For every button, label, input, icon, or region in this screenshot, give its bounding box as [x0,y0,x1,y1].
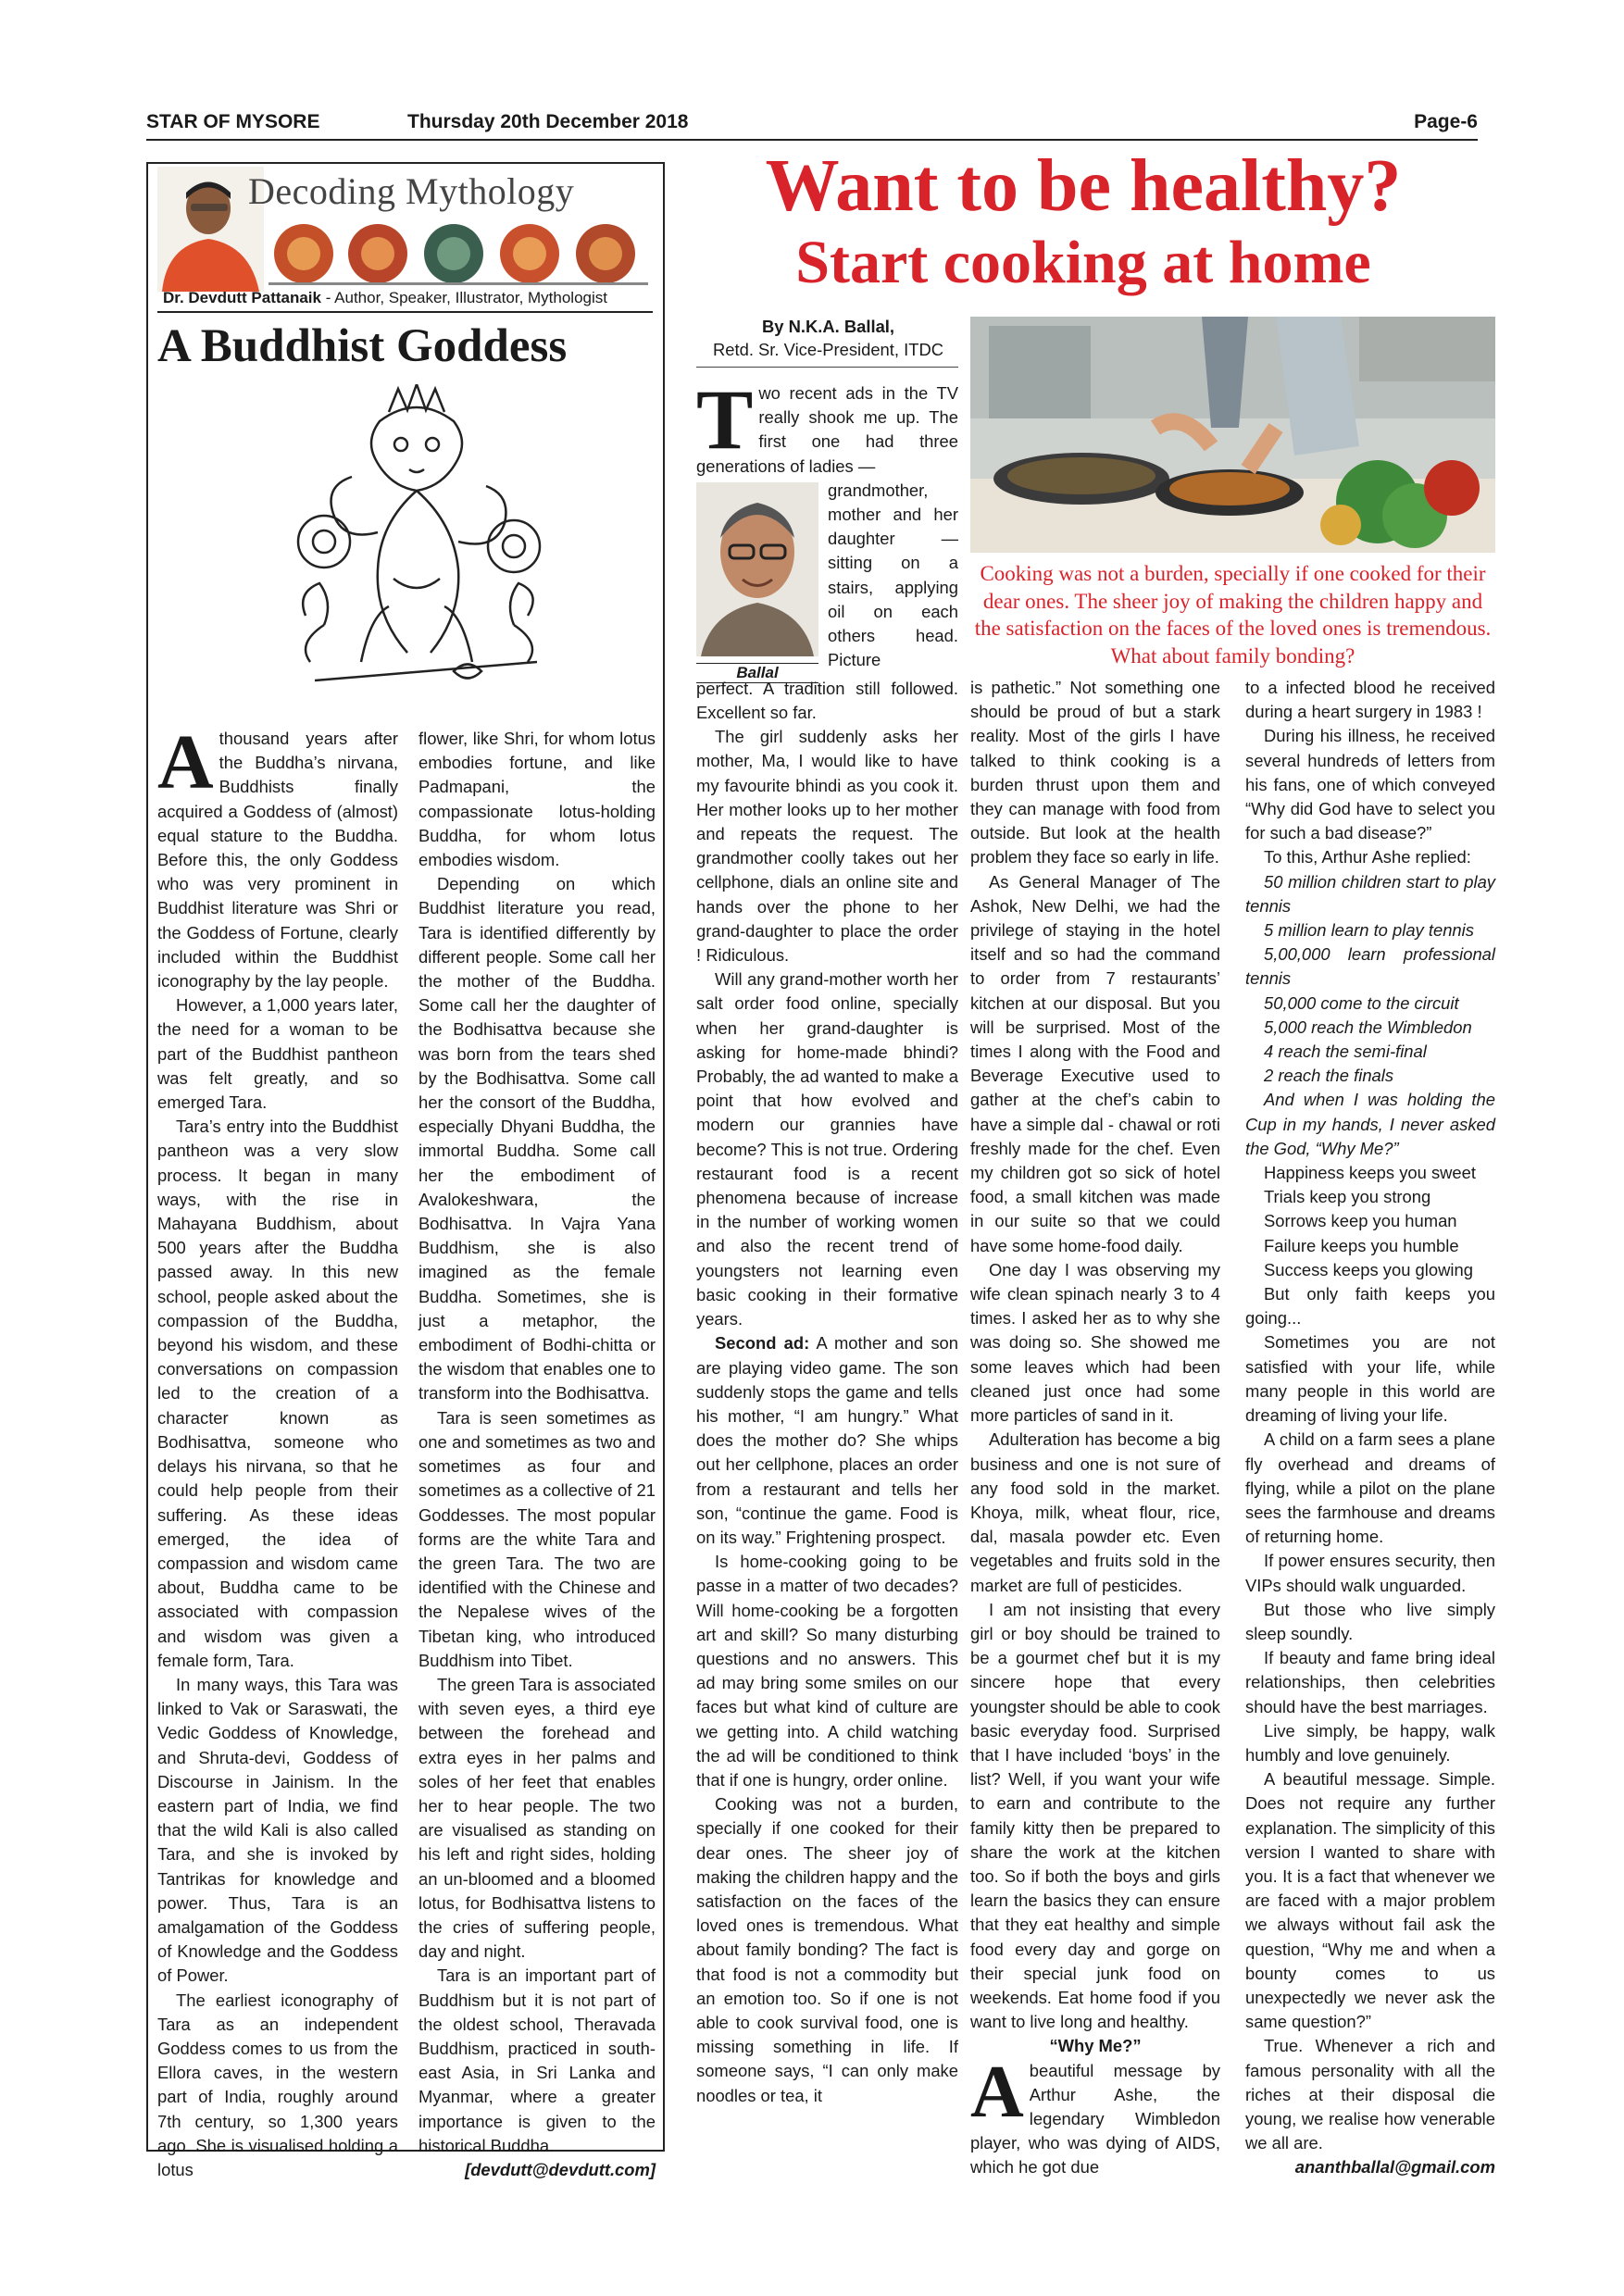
left-paragraph: flower, like Shri, for whom lotus embodies fortune, and like Padmapani, the compassionate lotus-holding Buddha, for whom lotus embodies wisdom. [418,729,656,870]
happiness-line: Trials keep you strong [1264,1187,1431,1207]
logo-title: Decoding Mythology [248,170,575,212]
author-portrait-icon [696,482,818,656]
issue-date: Thursday 20th December 2018 [407,111,689,132]
right-paragraph: perfect. A tradition still followed. Excellent so far. [696,678,958,723]
author-rule [157,311,653,313]
tara-illustration [269,384,565,699]
second-ad-label: Second ad: [715,1333,810,1354]
left-paragraph: Tara’s entry into the Buddhist pantheon was a very slow process. It began in many ways, with the rise in Mahayana Buddhism, about 500 years after the Buddha passed away. In this new school, people asked about the compassion of the Buddha, beyond his wisdom, and these conversations on compassion led to the creation of a character known as Bodhisattva, someone who delays his nirvana, so that he could help people from their suffering. As these ideas emerged, the idea of compassion and wisdom came about, Buddha came to be associated with compassion and wisdom was given a female form, Tara. [157,1117,398,1670]
right-paragraph: Adulteration has become a big business and one is not sure of any food sold in the market. Khoya, milk, wheat flour, rice, dal, masala powder etc. Even vegetables and fruits sold in the market are full of pesticides. [970,1429,1220,1595]
left-paragraph: The earliest iconography of Tara as an independent Goddess comes to us from the Ellora caves, in the western part of India, roughly around 7th century, so 1,300 years ago. She is visualised holding a lotus [157,1990,398,2179]
right-paragraph: True. Whenever a rich and famous personality with all the riches at their disposal die young, we realise how venerable we all are. [1245,2036,1495,2153]
left-headline: A Buddhist Goddess [157,320,568,372]
right-dropcap-t: T [696,372,754,467]
ballal-caption: Ballal [696,663,818,683]
pull-quote: Cooking was not a burden, specially if one cooked for their dear ones. The sheer joy of making the children happy and the satisfaction on the faces of the loved ones is tremendous. What about family bonding? [974,562,1492,668]
page-number: Page-6 [1414,111,1478,132]
author-name: Dr. Devdutt Pattanaik [163,289,321,306]
right-paragraph: Sometimes you are not satisfied with your life, while many people in this world are dreaming of living your life. [1245,1332,1495,1426]
happiness-line: Happiness keeps you sweet [1264,1163,1476,1183]
ashe-line: 50 million children start to play tennis [1245,871,1495,916]
right-paragraph: is pathetic.” Not something one should be proud of but a stark reality. Most of the girls I have talked to think cooking is a burden thrust upon them and they can manage with food from outside. But look at the health problem they face so early in life. [970,678,1220,867]
right-paragraph: As General Manager of The Ashok, New Delhi, we had the privilege of staying in the hotel itself and so had the command to order from 7 restaurants’ kitchen at our disposal. But you will be surprised. Most of the times I along with the Food and Beverage Executive used to gather at the chef’s cabin to have a simple dal - chawal or roti freshly made for the chef. Even my children got so sick of hotel food, a small kitchen was made in our suite so that we could have some home-food daily. [970,871,1220,1255]
right-intro: wo recent ads in the TV really shook me up. The first one had three generations of ladies — [696,383,958,476]
ashe-line: 5,00,000 learn professional tennis [1245,944,1495,989]
ballal-photo-block [696,482,818,682]
tara-line-drawing-icon [269,384,565,699]
right-headline-2: Start cooking at home [795,229,1371,296]
right-paragraph: To this, Arthur Ashe replied: [1264,847,1471,867]
right-headline-1: Want to be healthy? [765,145,1402,227]
right-email: ananthballal@gmail.com [1294,2157,1495,2177]
mythology-faces-icon [269,220,643,287]
ashe-line: 50,000 come to the circuit [1264,992,1459,1013]
logo-underline [269,282,648,285]
right-paragraph: A child on a farm sees a plane fly overhead and dreams of flying, while a pilot on the plane sees the farmhouse and dreams of returning home. [1245,1429,1495,1547]
right-paragraph: I am not insisting that every girl or boy should be trained to be a gourmet chef but it is my sincere hope that every youngster should be able to cook basic everyday food. Surprised that I have included ‘boys’ in the list? Well, if you want your wife to earn and contribute to the family kitty then be prepared to share the work at the kitchen too. So if both the boys and girls learn the basics they can ensure that they eat healthy and simple food every day and gorge on their special junk food on weekends. Eat home food if you want to live long and healthy. [970,1599,1220,2032]
right-column-3 [1245,676,1495,2180]
kitchen-photo [970,317,1495,553]
why-me-subhead: “Why Me?” [1049,2036,1142,2056]
happiness-line: But only faith keeps you going... [1245,1284,1495,1329]
left-paragraph: In many ways, this Tara was linked to Vak or Saraswati, the Vedic Goddess of Knowledge, and Shruta-devi, Goddess of Discourse in Jainism. In the eastern part of India, we find that the wild Kali is also called Tara, and she is invoked by Tantrikas for knowledge and power. Thus, Tara is an amalgamation of the Goddess of Knowledge and the Goddess of Power. [157,1674,398,1986]
ashe-line: 2 reach the finals [1264,1066,1394,1086]
right-paragraph: A beautiful message. Simple. Does not require any further explanation. The simplicity of this version I wanted to share with you. It is a fact that whenever we are faced with a major problem we always without fail ask the question, “Why me and when a bounty comes to us unexpectedly we never ask the same question?” [1245,1769,1495,2032]
right-dropcap-a: A [970,2051,1024,2133]
kitchen-cooking-photo-icon [970,317,1495,553]
author-credit [163,289,607,307]
masthead [146,111,1478,139]
byline-block [696,315,960,361]
right-paragraph: Is home-cooking going to be passe in a matter of two decades? Will home-cooking be a forgotten art and skill? So many disturbing questions and no answers. This ad may bring some smiles on our faces but what kind of culture are we getting into. A child watching the ad will be conditioned to think that if one is hungry, order online. [696,1552,958,1790]
left-paragraph: The green Tara is associated with seven eyes, a third eye between the forehead and extra eyes in her palms and soles of her feet that enables her to hear people. The two are visualised as standing on his left and right sides, holding an un-bloomed and a bloomed lotus, for Bodhisattva listens to the cries of suffering people, day and night. [418,1674,656,1962]
left-column-1 [157,719,398,2182]
ashe-line: 4 reach the semi-final [1264,1042,1427,1062]
paper-name: STAR OF MYSORE [146,111,320,132]
right-column-1 [696,372,958,2108]
happiness-line: Sorrows keep you human [1264,1211,1457,1231]
right-paragraph: Live simply, be happy, walk humbly and love genuinely. [1245,1720,1495,1765]
left-paragraph: thousand years after the Buddha’s nirvana, Buddhists finally acquired a Goddess of (almost) equal stature to the Buddha. Before this, the only Goddess who was very prominent in Buddhist literature was Shri or the Goddess of Fortune, clearly included within the Buddhist iconography by the lay people. [157,729,398,992]
right-paragraph: During his illness, he received several hundreds of letters from his fans, one of which conveyed “Why did God have to select you for such a bad disease?” [1245,726,1495,843]
byline-title: Retd. Sr. Vice-President, ITDC [712,340,944,359]
left-paragraph: Tara is seen sometimes as one and sometimes as two and sometimes as four and sometimes as a collective of 21 Goddesses. The most popular forms are the white Tara and the green Tara. The two are identified with the Chinese and the Nepalese wives of the Tibetan king, who introduced Buddhism into Tibet. [418,1407,656,1670]
ashe-line: 5 million learn to play tennis [1264,920,1474,941]
happiness-line: Success keeps you glowing [1264,1259,1473,1279]
right-paragraph: beautiful message by Arthur Ashe, the legendary Wimbledon player, who was dying of AIDS, which he got due [970,2060,1220,2177]
right-paragraph: One day I was observing my wife clean spinach nearly 3 to 4 times. I asked her as to why she was doing so. She showed me some leaves which had been cleaned just once had some more particles of sand in it. [970,1259,1220,1426]
ashe-line: 5,000 reach the Wimbledon [1264,1017,1472,1037]
right-paragraph: A mother and son are playing video game. The son suddenly stops the game and tells his mother, “I am hungry.” What does the mother do? She whips out her cellphone, places an order from a restaurant and tells her son, “continue the game. Food is on its way.” Frightening prospect. [696,1333,958,1547]
right-paragraph: If beauty and fame bring ideal relationships, then celebrities should have the best marriages. [1245,1648,1495,1716]
left-dropcap: A [157,719,214,805]
left-paragraph: Tara is an important part of Buddhism but it is not part of the oldest school, Theravada Buddhism, practiced in south-east Asia, in Sri Lanka and Myanmar, where a greater importance is given to the historical Buddha. [418,1965,656,2155]
left-column-2 [418,727,656,2182]
happiness-line: Failure keeps you humble [1264,1235,1459,1255]
right-paragraph: Cooking was not a burden, specially if one cooked for their dear ones. The sheer joy of making the children happy and the satisfaction on the faces of the loved ones is tremendous. What about family bonding? The fact is that food is not a commodity but an emotion too. So if one is not able to cook survival food, one is missing something in life. If someone says, “I can only make noodles or tea, it [696,1794,958,2105]
right-column-2 [970,676,1220,2180]
right-paragraph: But those who live simply sleep soundly. [1245,1599,1495,1643]
right-paragraph: to a infected blood he received during a heart surgery in 1983 ! [1245,678,1495,722]
right-beside-photo: grandmother, mother and her daughter — sitting on a stairs, applying oil on each others head. Picture [828,480,958,670]
byline-rule [696,367,958,368]
left-email: [devdutt@devdutt.com] [465,2159,656,2179]
masthead-rule [146,139,1478,141]
left-paragraph: However, a 1,000 years later, the need for a woman to be part of the Buddhist pantheon was felt greatly, and so emerged Tara. [157,995,398,1113]
right-paragraph: Will any grand-mother worth her salt order food online, specially when her grand-daughter is asking for home-made bhindi? Probably, the ad wanted to make a point that how evolved and modern our grannies have become? This is not true. Ordering restaurant food is a recent phenomena because of increase in the number of working women and also the recent trend of youngsters not learning even basic cooking in their formative years. [696,969,958,1329]
mythology-faces [269,220,643,287]
author-description: - Author, Speaker, Illustrator, Mythologist [321,289,607,306]
left-paragraph: Depending on which Buddhist literature you read, Tara is identified differently by different people. Some call her the mother of the Buddha. Some call her the daughter of the Bodhisattva because she was born from the tears shed by the Bodhisattva. Some call her the consort of the Buddha, especially Dhyani Buddha, the immortal Buddha. Some call her the embodiment of Avalokeshwara, the Bodhisattva. In Vajra Yana Buddhism, she is also imagined as the female Buddha. Sometimes, she is just a metaphor, the embodiment of Bodhi-chitta or the wisdom that enables one to transform into the Bodhisattva. [418,874,656,1404]
right-paragraph: The girl suddenly asks her mother, Ma, I would like to have my favourite bhindi as you cook it. Her mother looks up to her mother and repeats the request. The grandmother coolly takes out her cellphone, dials an online site and hands over the phone to her grand-daughter to place the order ! Ridiculous. [696,727,958,966]
right-paragraph: If power ensures security, then VIPs should walk unguarded. [1245,1551,1495,1595]
ashe-line: And when I was holding the Cup in my hands, I never asked the God, “Why Me?” [1245,1090,1495,1158]
byline: By N.K.A. Ballal, [761,317,895,336]
